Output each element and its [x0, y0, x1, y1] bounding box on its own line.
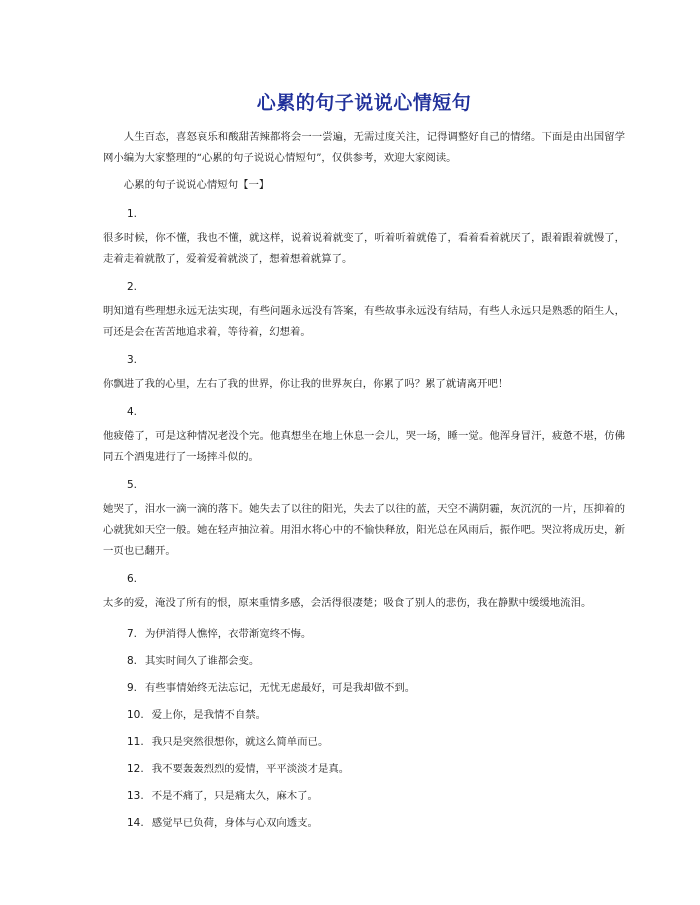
list-item: [127, 788, 625, 804]
item-text: 我不要轰轰烈烈的爱情，平平淡淡才是真。: [151, 763, 350, 775]
item-text: 他疲倦了，可是这种情况老没个完。他真想坐在地上休息一会儿，哭一场，睡一觉。他浑身冒汗，疲惫不堪，仿佛同五个酒鬼进行了一场摔斗似的。: [103, 430, 625, 463]
item-number: 14.: [127, 817, 144, 829]
list-item: [103, 404, 625, 468]
intro-paragraph: 人生百态，喜怒哀乐和酸甜苦辣都将会一一尝遍，无需过度关注，记得调整好自己的情绪。下面是由出国留学网小编为大家整理的“心累的句子说说心情短句”，仅供参考，欢迎大家阅读。: [103, 131, 625, 164]
item-number: 11.: [127, 736, 144, 748]
item-text: 感觉早已负荷，身体与心双向透支。: [151, 817, 318, 829]
item-text: 明知道有些理想永远无法实现，有些问题永远没有答案，有些故事永远没有结局，有些人永远只是熟悉的陌生人，可还是会在苦苦地追求着，等待着，幻想着。: [103, 305, 625, 338]
list-item: [103, 206, 625, 270]
list-item: [127, 815, 625, 831]
item-text: 为伊消得人憔悴，衣带渐宽终不悔。: [145, 628, 312, 640]
item-text: 你飘进了我的心里，左右了我的世界，你让我的世界灰白，你累了吗？累了就请离开吧！: [103, 378, 509, 390]
item-number: 2.: [127, 281, 138, 293]
section-heading: 心累的句子说说心情短句【一】: [123, 179, 270, 191]
item-number: 7.: [127, 628, 138, 640]
list-item: [127, 734, 625, 750]
item-number: 3.: [127, 354, 138, 366]
list-item: [103, 477, 625, 562]
list-item: [127, 707, 625, 723]
item-number: 6.: [127, 573, 138, 585]
item-text: 不是不痛了，只是痛太久，麻木了。: [151, 790, 318, 802]
list-item: [103, 352, 625, 395]
document-page: [103, 88, 625, 842]
item-number: 1.: [127, 208, 138, 220]
item-number: 12.: [127, 763, 144, 775]
item-number: 13.: [127, 790, 144, 802]
item-text: 太多的爱，淹没了所有的恨，原来重情多感，会活得很凄楚；吸食了别人的悲伤，我在静默中缓缓地流泪。: [103, 597, 592, 609]
item-number: 5.: [127, 479, 138, 491]
document-title: 心累的句子说说心情短句: [256, 92, 472, 114]
item-text: 爱上你，是我情不自禁。: [151, 709, 266, 721]
item-text: 我只是突然很想你，就这么简单而已。: [151, 736, 329, 748]
item-number: 10.: [127, 709, 144, 721]
item-number: 4.: [127, 406, 138, 418]
list-item: [127, 626, 625, 642]
list-item: [103, 571, 625, 614]
list-item: [127, 761, 625, 777]
item-text: 有些事情始终无法忘记，无忧无虑最好，可是我却做不到。: [145, 682, 416, 694]
item-text: 其实时间久了谁都会变。: [145, 655, 260, 667]
list-item: [103, 279, 625, 343]
item-text: 很多时候，你不懂，我也不懂，就这样，说着说着就变了，听着听着就倦了，看着看着就厌了，跟着跟着就慢了，走着走着就散了，爱着爱着就淡了，想着想着就算了。: [103, 232, 625, 265]
item-number: 9.: [127, 682, 138, 694]
list-item: [127, 680, 625, 696]
item-text: 她哭了，泪水一滴一滴的落下。她失去了以往的阳光，失去了以往的蓝，天空不满阴霾，灰沉沉的一片，压抑着的心就犹如天空一般。她在轻声抽泣着。用泪水将心中的不愉快释放，阳光总在风雨后，振作吧。哭泣将成历史，新一页也已翻开。: [103, 503, 625, 557]
item-number: 8.: [127, 655, 138, 667]
list-item: [127, 653, 625, 669]
